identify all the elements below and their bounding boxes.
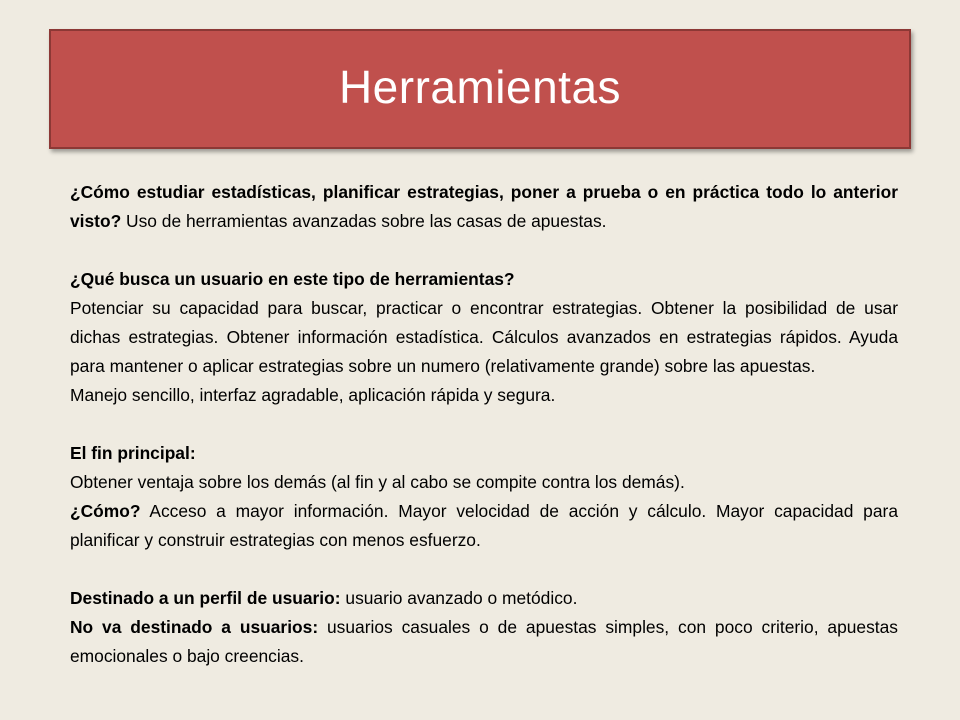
target-profile — [70, 584, 898, 613]
user-needs-heading-text: ¿Qué busca un usuario en este tipo de herramientas? — [70, 269, 515, 289]
paragraph-intro — [70, 178, 898, 236]
user-needs-heading — [70, 265, 898, 294]
main-goal-text: Obtener ventaja sobre los demás (al fin y al cabo se compite contra los demás). — [70, 472, 685, 492]
user-needs-text-2: Manejo sencillo, interfaz agradable, aplicación rápida y segura. — [70, 385, 556, 405]
intro-answer: Uso de herramientas avanzadas sobre las casas de apuestas. — [121, 211, 607, 231]
slide-body — [70, 178, 898, 671]
how-text: Acceso a mayor información. Mayor velocidad de acción y cálculo. Mayor capacidad para planificar y construir estrategias con menos esfuerzo. — [70, 501, 898, 550]
not-target-text: usuarios casuales o de apuestas simples, con poco criterio, apuestas emocionales o bajo creencias. — [70, 617, 898, 666]
how-label: ¿Cómo? — [70, 501, 141, 521]
not-target-profile — [70, 613, 898, 671]
user-needs-text: Potenciar su capacidad para buscar, practicar o encontrar estrategias. Obtener la posibilidad de usar dichas estrategias. Obtener información estadística. Cálculos avanzados en estrategias rápidos. Ayuda para mantener o aplicar estrategias sobre un numero (relativamente grande) sobre las apuestas. — [70, 298, 898, 376]
how-paragraph — [70, 497, 898, 555]
main-goal-heading-text: El fin principal: — [70, 443, 196, 463]
intro-question: ¿Cómo estudiar estadísticas, planificar estrategias, poner a prueba o en práctica todo lo anterior visto? — [70, 182, 898, 231]
main-goal-heading — [70, 439, 898, 468]
not-target-label: No va destinado a usuarios: — [70, 617, 319, 637]
target-profile-label: Destinado a un perfil de usuario: — [70, 588, 341, 608]
target-profile-text: usuario avanzado o metódico. — [340, 588, 578, 608]
slide-title: Herramientas — [338, 61, 622, 113]
title-banner — [49, 29, 911, 149]
